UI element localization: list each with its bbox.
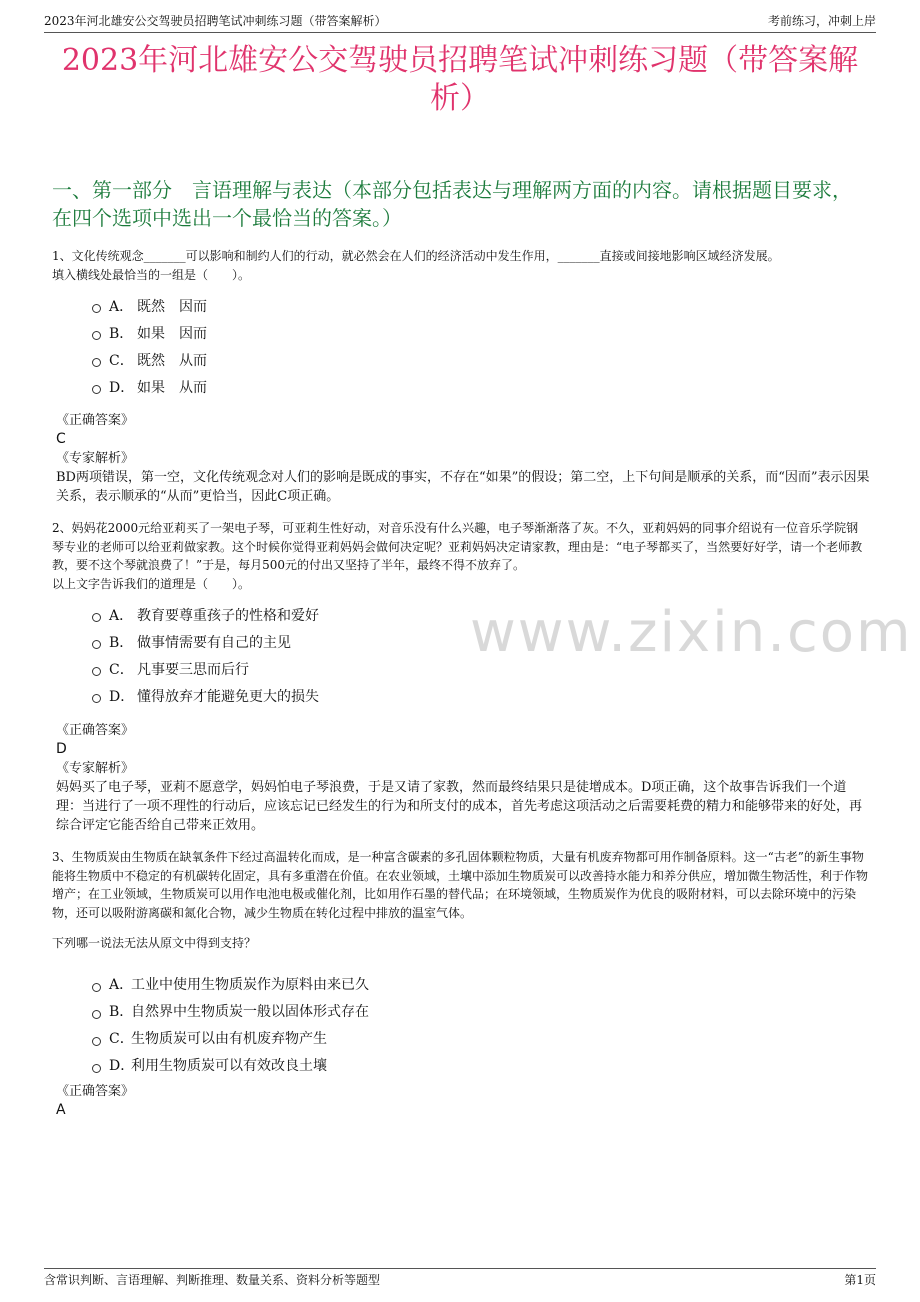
option-b[interactable] [92, 998, 870, 1025]
answer-label: 《正确答案》 [56, 413, 135, 428]
radio-icon[interactable] [92, 331, 101, 340]
document-title: 2023年河北雄安公交驾驶员招聘笔试冲刺练习题（带答案解析） [61, 43, 859, 116]
correct-answer: C [56, 431, 66, 447]
page-footer [44, 1268, 876, 1291]
page-header [44, 10, 876, 33]
answer-label: 《正确答案》 [56, 723, 135, 738]
option-d[interactable] [92, 373, 870, 400]
option-letter: B． [109, 325, 134, 342]
question-prompt: 填入横线处最恰当的一组是（ ）。 [52, 267, 251, 282]
option-list [92, 971, 870, 1079]
option-text: 生物质炭可以由有机废弃物产生 [131, 1031, 327, 1047]
correct-answer: D [56, 741, 67, 757]
explanation-text: BD两项错误，第一空，文化传统观念对人们的影响是既成的事实，不存在“如果”的假设；第二空，上下句间是顺承的关系，而“因而”表示因果关系，表示顺承的“从而”更恰当，因此C项正确。 [56, 470, 870, 504]
option-letter: A． [109, 977, 134, 993]
option-text: 如果 因而 [137, 325, 207, 342]
answer-block-3 [52, 1083, 870, 1119]
radio-icon[interactable] [92, 667, 101, 676]
explanation-label: 《专家解析》 [56, 761, 135, 776]
question-prompt: 以上文字告诉我们的道理是（ ）。 [52, 576, 251, 591]
option-text: 懂得放弃才能避免更大的损失 [137, 688, 319, 705]
radio-icon[interactable] [92, 1010, 101, 1019]
watermark: www.zixin.com [470, 600, 913, 665]
question-2 [52, 519, 870, 709]
option-text: 凡事要三思而后行 [137, 661, 249, 678]
question-1 [52, 247, 870, 400]
option-b[interactable] [92, 628, 870, 655]
radio-icon[interactable] [92, 640, 101, 649]
radio-icon[interactable] [92, 613, 101, 622]
header-right-text: 考前练习，冲刺上岸 [767, 14, 876, 28]
correct-answer: A [56, 1102, 66, 1118]
option-text: 既然 因而 [137, 298, 207, 315]
option-letter: A． [109, 607, 134, 624]
question-3 [52, 848, 870, 1079]
answer-block-2 [52, 722, 870, 835]
option-letter: A． [109, 298, 134, 315]
option-list [92, 292, 870, 400]
option-letter: D． [109, 379, 135, 396]
radio-icon[interactable] [92, 1037, 101, 1046]
header-left-text: 2023年河北雄安公交驾驶员招聘笔试冲刺练习题（带答案解析） [44, 14, 387, 28]
radio-icon[interactable] [92, 358, 101, 367]
option-a[interactable] [92, 601, 870, 628]
question-stem: 3、生物质炭由生物质在缺氧条件下经过高温转化而成，是一种富含碳素的多孔固体颗粒物质，大量有机废弃物都可用作制备原料。这一“古老”的新生事物能将生物质中不稳定的有机碳转化固定，具有多重潜在价值。在农业领域，土壤中添加生物质炭可以改善持水能力和养分供应，增加微生物活性，利于作物增产；在工业领域，生物质炭可以用作电池电极或催化剂，比如用作石墨的替代品；在环境领域，生物质炭作为优良的吸附材料，可以去除环境中的污染物，还可以吸附游离碳和氮化合物，减少生物质在转化过程中排放的温室气体。 [52, 850, 869, 920]
option-list [92, 601, 870, 709]
question-prompt: 下列哪一说法无法从原文中得到支持？ [52, 936, 257, 950]
section-heading: 一、第一部分 言语理解与表达（本部分包括表达与理解两方面的内容。请根据题目要求，在四个选项中选出一个最恰当的答案。） [52, 178, 852, 230]
option-d[interactable] [92, 682, 870, 709]
radio-icon[interactable] [92, 983, 101, 992]
option-a[interactable] [92, 292, 870, 319]
answer-block-1 [52, 412, 870, 506]
option-letter: B． [109, 1004, 134, 1020]
option-a[interactable] [92, 971, 870, 998]
answer-label: 《正确答案》 [56, 1084, 135, 1099]
question-stem: 2、妈妈花2000元给亚莉买了一架电子琴，可亚莉生性好动，对音乐没有什么兴趣，电子琴渐渐落了灰。不久，亚莉妈妈的同事介绍说有一位音乐学院钢琴专业的老师可以给亚莉做家教。这个时候你觉得亚莉妈妈会做何决定呢？亚莉妈妈决定请家教，理由是：“电子琴都买了，当然要好好学，请一个老师教教，要不这个琴就浪费了！”于是，每月500元的付出又坚持了半年，最终不得不放弃了。 [52, 521, 863, 572]
option-d[interactable] [92, 1052, 870, 1079]
option-text: 教育要尊重孩子的性格和爱好 [137, 607, 319, 624]
radio-icon[interactable] [92, 1064, 101, 1073]
option-letter: D． [109, 688, 135, 705]
option-text: 工业中使用生物质炭作为原料由来已久 [131, 977, 369, 993]
explanation-label: 《专家解析》 [56, 451, 135, 466]
page-number: 第1页 [844, 1273, 876, 1287]
question-stem: 1、文化传统观念_______可以影响和制约人们的行动，就必然会在人们的经济活动中发生作用，_______直接或间接地影响区域经济发展。 [52, 249, 780, 263]
radio-icon[interactable] [92, 694, 101, 703]
option-letter: C． [109, 661, 134, 678]
option-letter: D． [109, 1058, 135, 1074]
option-letter: C． [109, 352, 134, 369]
explanation-text: 妈妈买了电子琴，亚莉不愿意学，妈妈怕电子琴浪费，于是又请了家教，然而最终结果只是徒增成本。D项正确，这个故事告诉我们一个道理：当进行了一项不理性的行动后，应该忘记已经发生的行为和所支付的成本，首先考虑这项活动之后需要耗费的精力和能够带来的好处，再综合评定它能否给自己带来正效用。 [56, 780, 863, 833]
radio-icon[interactable] [92, 385, 101, 394]
option-c[interactable] [92, 346, 870, 373]
option-letter: C． [109, 1031, 134, 1047]
option-c[interactable] [92, 655, 870, 682]
option-text: 利用生物质炭可以有效改良土壤 [131, 1058, 327, 1074]
option-text: 做事情需要有自己的主见 [137, 634, 291, 651]
option-letter: B． [109, 634, 134, 651]
option-b[interactable] [92, 319, 870, 346]
option-text: 既然 从而 [137, 352, 207, 369]
option-text: 如果 从而 [137, 379, 207, 396]
option-text: 自然界中生物质炭一般以固体形式存在 [131, 1004, 369, 1020]
radio-icon[interactable] [92, 304, 101, 313]
footer-left-text: 含常识判断、言语理解、判断推理、数量关系、资料分析等题型 [44, 1273, 381, 1287]
option-c[interactable] [92, 1025, 870, 1052]
